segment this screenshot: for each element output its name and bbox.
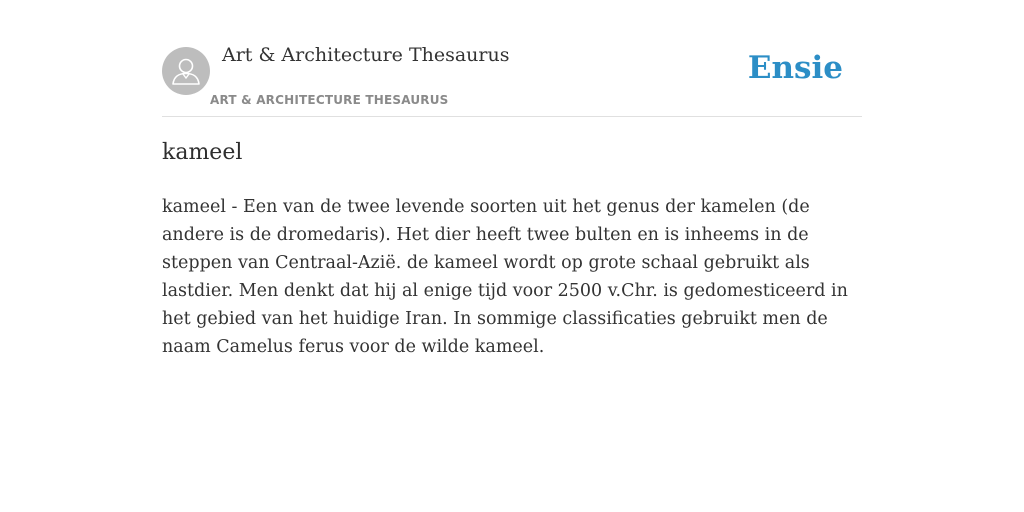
source-subtitle-link[interactable]: ART & ARCHITECTURE THESAURUS <box>210 93 449 107</box>
user-icon <box>162 47 210 95</box>
ensie-logo[interactable]: Ensie <box>747 50 843 86</box>
page <box>162 0 862 357</box>
entry-definition: kameel - Een van de twee levende soorten uit het genus der kamelen (de andere is de dromedaris). Het dier heeft twee bulten en is inheems in de steppen van Centraal-Azië. de kameel wordt op grote schaal gebruikt als lastdier. Men denkt dat hij al enige tijd voor 2500 v.Chr. is gedomesticeerd in het gebied van het huidige Iran. In sommige classificaties gebruikt men de naam Camelus ferus voor de wilde kameel. <box>162 197 848 357</box>
entry-title: kameel <box>162 140 243 165</box>
source-title-link[interactable]: Art & Architecture Thesaurus <box>222 44 510 66</box>
avatar[interactable] <box>162 47 210 95</box>
header <box>162 0 862 117</box>
